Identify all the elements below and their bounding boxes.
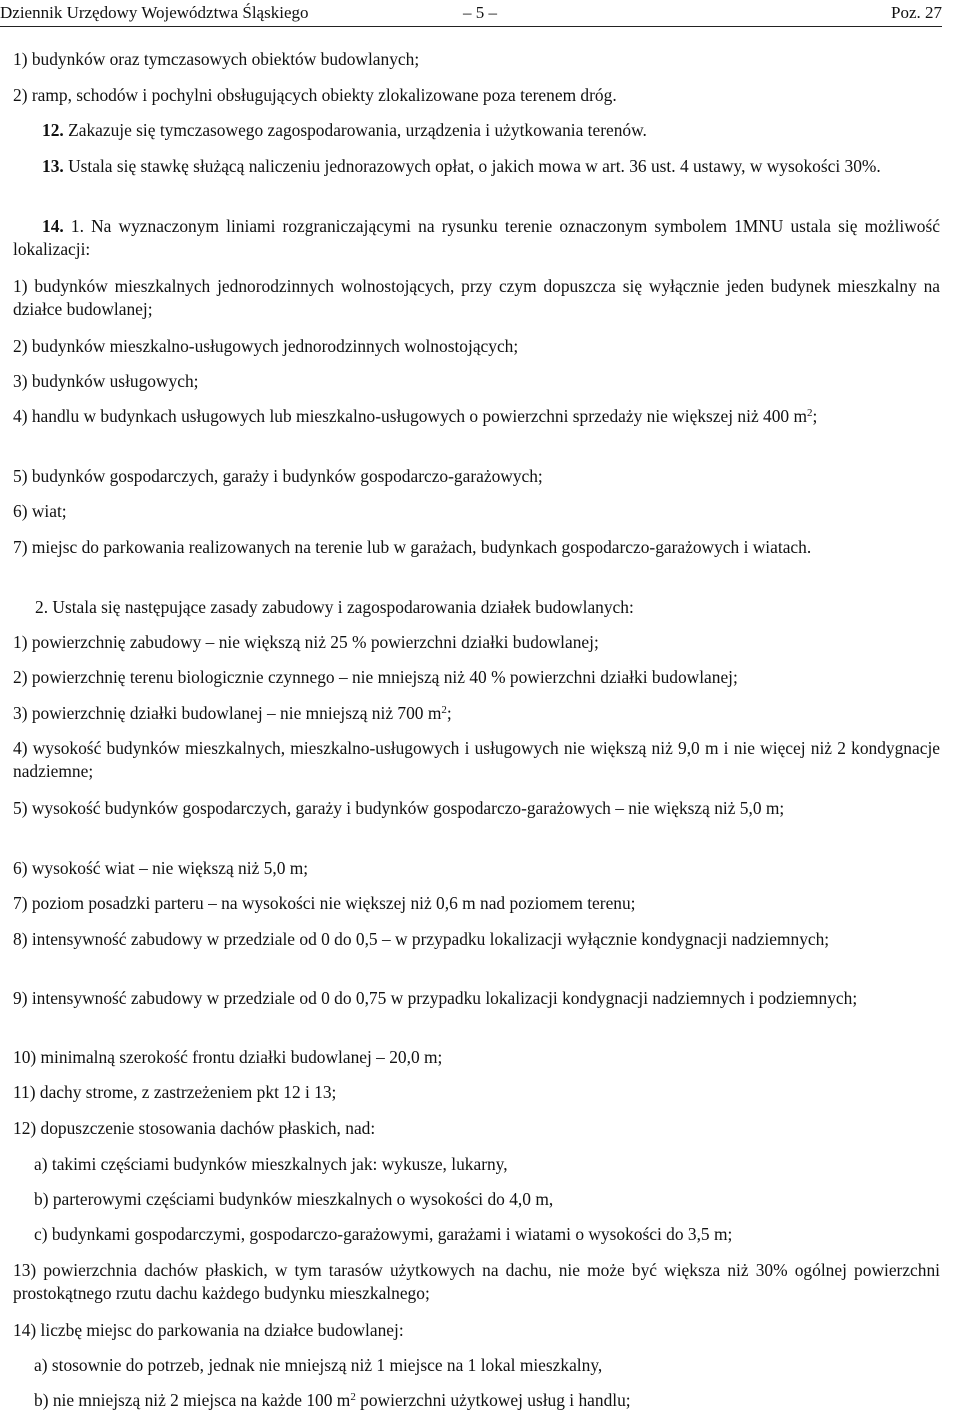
list-item-b8: 8) intensywność zabudowy w przedziale od 0 do 0,5 – w przypadku lokalizacji wyłącznie kondygnacji nadziemnych; xyxy=(13,929,830,949)
list-item-b4: 4) wysokość budynków mieszkalnych, mieszkalno-usługowych i usługowych nie większą niż 9,0 m i nie więcej niż 2 kondygnacje nadziemne; xyxy=(13,738,940,781)
list-item-a2: 2) budynków mieszkalno-usługowych jednorodzinnych wolnostojących; xyxy=(13,336,519,356)
list-item-b14b-text: b) nie mniejszą niż 2 miejsca na każde 100 m xyxy=(34,1390,351,1410)
list-item-b11: 11) dachy strome, z zastrzeżeniem pkt 12 i 13; xyxy=(13,1082,337,1102)
section-14-text: 1. Na wyznaczonym liniami rozgraniczającymi na rysunku terenie oznaczonym symbolem 1MNU ustala się możliwość lokalizacji: xyxy=(13,216,940,259)
section-12-text: Zakazuje się tymczasowego zagospodarowania, urządzenia i użytkowania terenów. xyxy=(63,120,647,140)
list-item-a5: 5) budynków gospodarczych, garaży i budynków gospodarczo-garażowych; xyxy=(13,466,543,486)
superscript: 2 xyxy=(806,407,813,419)
list-item-b14a: a) stosownie do potrzeb, jednak nie mniejszą niż 1 miejsce na 1 lokal mieszkalny, xyxy=(34,1355,603,1375)
list-item-b12: 12) dopuszczenie stosowania dachów płaskich, nad: xyxy=(13,1118,376,1138)
list-item-b12c: c) budynkami gospodarczymi, gospodarczo-garażowymi, garażami i wiatami o wysokości do 3,5 m; xyxy=(34,1224,733,1244)
item-1: 1) budynków oraz tymczasowych obiektów budowlanych; xyxy=(13,49,420,69)
section-13-number: 13. xyxy=(42,156,64,176)
list-item-b10: 10) minimalną szerokość frontu działki budowlanej – 20,0 m; xyxy=(13,1047,443,1067)
list-item-b3-end: ; xyxy=(446,703,452,723)
list-item-a6: 6) wiat; xyxy=(13,501,67,521)
journal-title: Dziennik Urzędowy Województwa Śląskiego xyxy=(0,3,309,22)
section-12-number: 12. xyxy=(42,120,64,140)
list-item-a4-text: 4) handlu w budynkach usługowych lub mieszkalno-usługowych o powierzchni sprzedaży nie większej niż 400 m xyxy=(13,406,807,426)
list-item-a4 xyxy=(13,405,940,428)
section-14-2: 2. Ustala się następujące zasady zabudowy i zagospodarowania działek budowlanych: xyxy=(35,597,634,617)
list-item-b14: 14) liczbę miejsc do parkowania na działce budowlanej: xyxy=(13,1320,404,1340)
list-item-b2: 2) powierzchnię terenu biologicznie czynnego – nie mniejszą niż 40 % powierzchni działki budowlanej; xyxy=(13,667,738,687)
section-13-text: Ustala się stawkę służącą naliczeniu jednorazowych opłat, o jakich mowa w art. 36 ust. 4 ustawy, w wysokości 30%. xyxy=(63,156,881,176)
item-2: 2) ramp, schodów i pochylni obsługujących obiekty zlokalizowane poza terenem dróg. xyxy=(13,85,617,105)
list-item-b14b-end: powierzchni użytkowej usług i handlu; xyxy=(355,1390,631,1410)
list-item-b12b: b) parterowymi częściami budynków mieszkalnych o wysokości do 4,0 m, xyxy=(34,1189,554,1209)
list-item-b12a: a) takimi częściami budynków mieszkalnych jak: wykusze, lukarny, xyxy=(34,1154,508,1174)
page-number: – 5 – xyxy=(463,3,497,22)
list-item-b3-text: 3) powierzchnię działki budowlanej – nie mniejszą niż 700 m xyxy=(13,703,442,723)
list-item-a4-end: ; xyxy=(812,406,818,426)
list-item-a1: 1) budynków mieszkalnych jednorodzinnych wolnostojących, przy czym dopuszcza się wyłącznie jeden budynek mieszkalny na działce budowlanej; xyxy=(13,276,940,319)
list-item-b6: 6) wysokość wiat – nie większą niż 5,0 m; xyxy=(13,858,309,878)
list-item-b9: 9) intensywność zabudowy w przedziale od 0 do 0,75 w przypadku lokalizacji kondygnacji nadziemnych i podziemnych; xyxy=(13,988,858,1008)
list-item-b3 xyxy=(13,702,940,725)
position-number: Poz. 27 xyxy=(891,3,942,22)
section-12 xyxy=(42,119,940,142)
list-item-b5: 5) wysokość budynków gospodarczych, garaży i budynków gospodarczo-garażowych – nie większą niż 5,0 m; xyxy=(13,798,785,818)
section-14-number: 14. xyxy=(42,216,64,236)
list-item-a7: 7) miejsc do parkowania realizowanych na terenie lub w garażach, budynkach gospodarczo-garażowych i wiatach. xyxy=(13,537,812,557)
section-13 xyxy=(13,155,940,178)
list-item-b14b xyxy=(34,1389,940,1412)
superscript: 2 xyxy=(350,1391,356,1403)
superscript: 2 xyxy=(441,704,447,716)
section-14 xyxy=(13,215,940,261)
list-item-b7: 7) poziom posadzki parteru – na wysokości nie większej niż 0,6 m nad poziomem terenu; xyxy=(13,893,636,913)
list-item-a3: 3) budynków usługowych; xyxy=(13,371,199,391)
list-item-b1: 1) powierzchnię zabudowy – nie większą niż 25 % powierzchni działki budowlanej; xyxy=(13,632,599,652)
page-header xyxy=(0,0,942,27)
list-item-b13: 13) powierzchnia dachów płaskich, w tym tarasów użytkowych na dachu, nie może być większa niż 30% ogólnej powierzchni prostokątnego rzutu dachu każdego budynku mieszkalnego; xyxy=(13,1260,940,1303)
